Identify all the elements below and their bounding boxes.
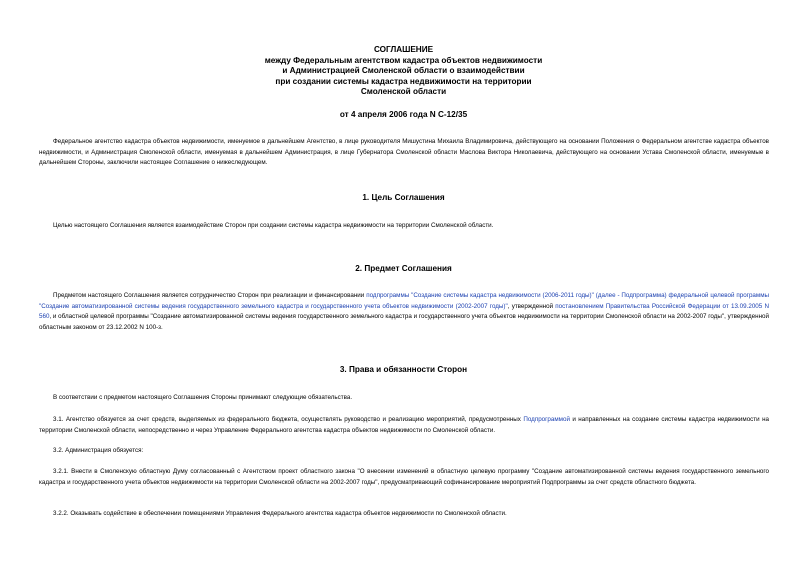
title-line-1: СОГЛАШЕНИЕ xyxy=(373,45,434,54)
clause-3-2-1: 3.2.1. Внести в Смоленскую областную Думу согласованный с Агентством проект областного закона "О внесении изменений в областную целевую программу "Создание автоматизированной системы ведения государственного земельного кадастра и государственного учета объектов недвижимости на территории Смоленской области на 2002-2007 годы", предусматривающий софинансирование мероприятий Подпрограммы за счет средств областного бюджета. xyxy=(39,468,769,486)
section-3-heading: 3. Права и обязанности Сторон xyxy=(339,365,468,374)
government-decree-link[interactable]: постановлением Правительства Российской Федерации от 13.09.2005 N 560 xyxy=(39,302,769,321)
clause-3-1 xyxy=(39,415,769,436)
section-3-intro: В соответствии с предметом настоящего Соглашения Стороны принимают следующие обязательства. xyxy=(53,394,353,401)
section-2-text-b: , утвержденной xyxy=(507,302,556,310)
section-2-text-a: Предметом настоящего Соглашения является сотрудничество Сторон при реализации и финансировании xyxy=(53,292,367,299)
section-2-heading: 2. Предмет Соглашения xyxy=(355,264,452,273)
section-2-text xyxy=(39,291,769,333)
document-date: от 4 апреля 2006 года N С-12/35 xyxy=(339,110,468,119)
clause-3-2-2: 3.2.2. Оказывать содействие в обеспечении помещениями Управления Федерального агентства кадастра объектов недвижимости по Смоленской области. xyxy=(53,510,507,517)
subprogram-link[interactable]: подпрограммы "Создание системы кадастра недвижимости (2006-2011 годы)" (далее - Подпрограмма) федеральной целевой программы "Создание автоматизированной системы ведения государственного земельного кадастра и государственного учета объектов недвижимости (2002-2007 годы)" xyxy=(39,292,769,310)
document-title xyxy=(0,45,807,98)
section-1-text: Целью настоящего Соглашения является взаимодействие Сторон при создании системы кадастра недвижимости на территории Смоленской области. xyxy=(53,222,494,229)
section-2-text-c: , и областной целевой программы "Создание автоматизированной системы ведения государственного земельного кадастра и государственного учета объектов недвижимости на территории Смоленской области на 2002-2007 годы", утвержденной областным законом от 23.12.2002 N 100-з. xyxy=(39,313,769,331)
subprogram-link-2[interactable]: Подпрограммой xyxy=(523,416,570,423)
section-1-heading: 1. Цель Соглашения xyxy=(362,193,445,202)
title-line-2: между Федеральным агентством кадастра объектов недвижимости xyxy=(264,55,543,65)
clause-3-1-text-b: и направленных на создание системы кадастра недвижимости на территории Смоленской области, непосредственно и через Управление Федерального агентства кадастра объектов недвижимости по Смоленской области. xyxy=(39,416,770,434)
title-line-4: при создании системы кадастра недвижимости на территории xyxy=(275,76,532,86)
title-line-3: и Администрацией Смоленской области о взаимодействии xyxy=(282,66,525,75)
clause-3-2: 3.2. Администрация обязуется: xyxy=(53,447,144,454)
title-line-5: Смоленской области xyxy=(360,87,447,96)
clause-3-1-text-a: 3.1. Агентство обязуется за счет средств, выделяемых из федерального бюджета, осуществлять руководство и реализацию мероприятий, предусмотренных xyxy=(53,416,524,423)
preamble-paragraph: Федеральное агентство кадастра объектов недвижимости, именуемое в дальнейшем Агентство, в лице руководителя Мишустина Михаила Владимировича, действующего на основании Положения о Федеральном агентстве кадастра объектов недвижимости, и Администрация Смоленской области, именуемая в дальнейшем Администрация, в лице Губернатора Смоленской области Маслова Виктора Николаевича, действующего на основании Устава Смоленской области, именуемые в дальнейшем Стороны, заключили настоящее Соглашение о нижеследующем. xyxy=(39,138,769,167)
